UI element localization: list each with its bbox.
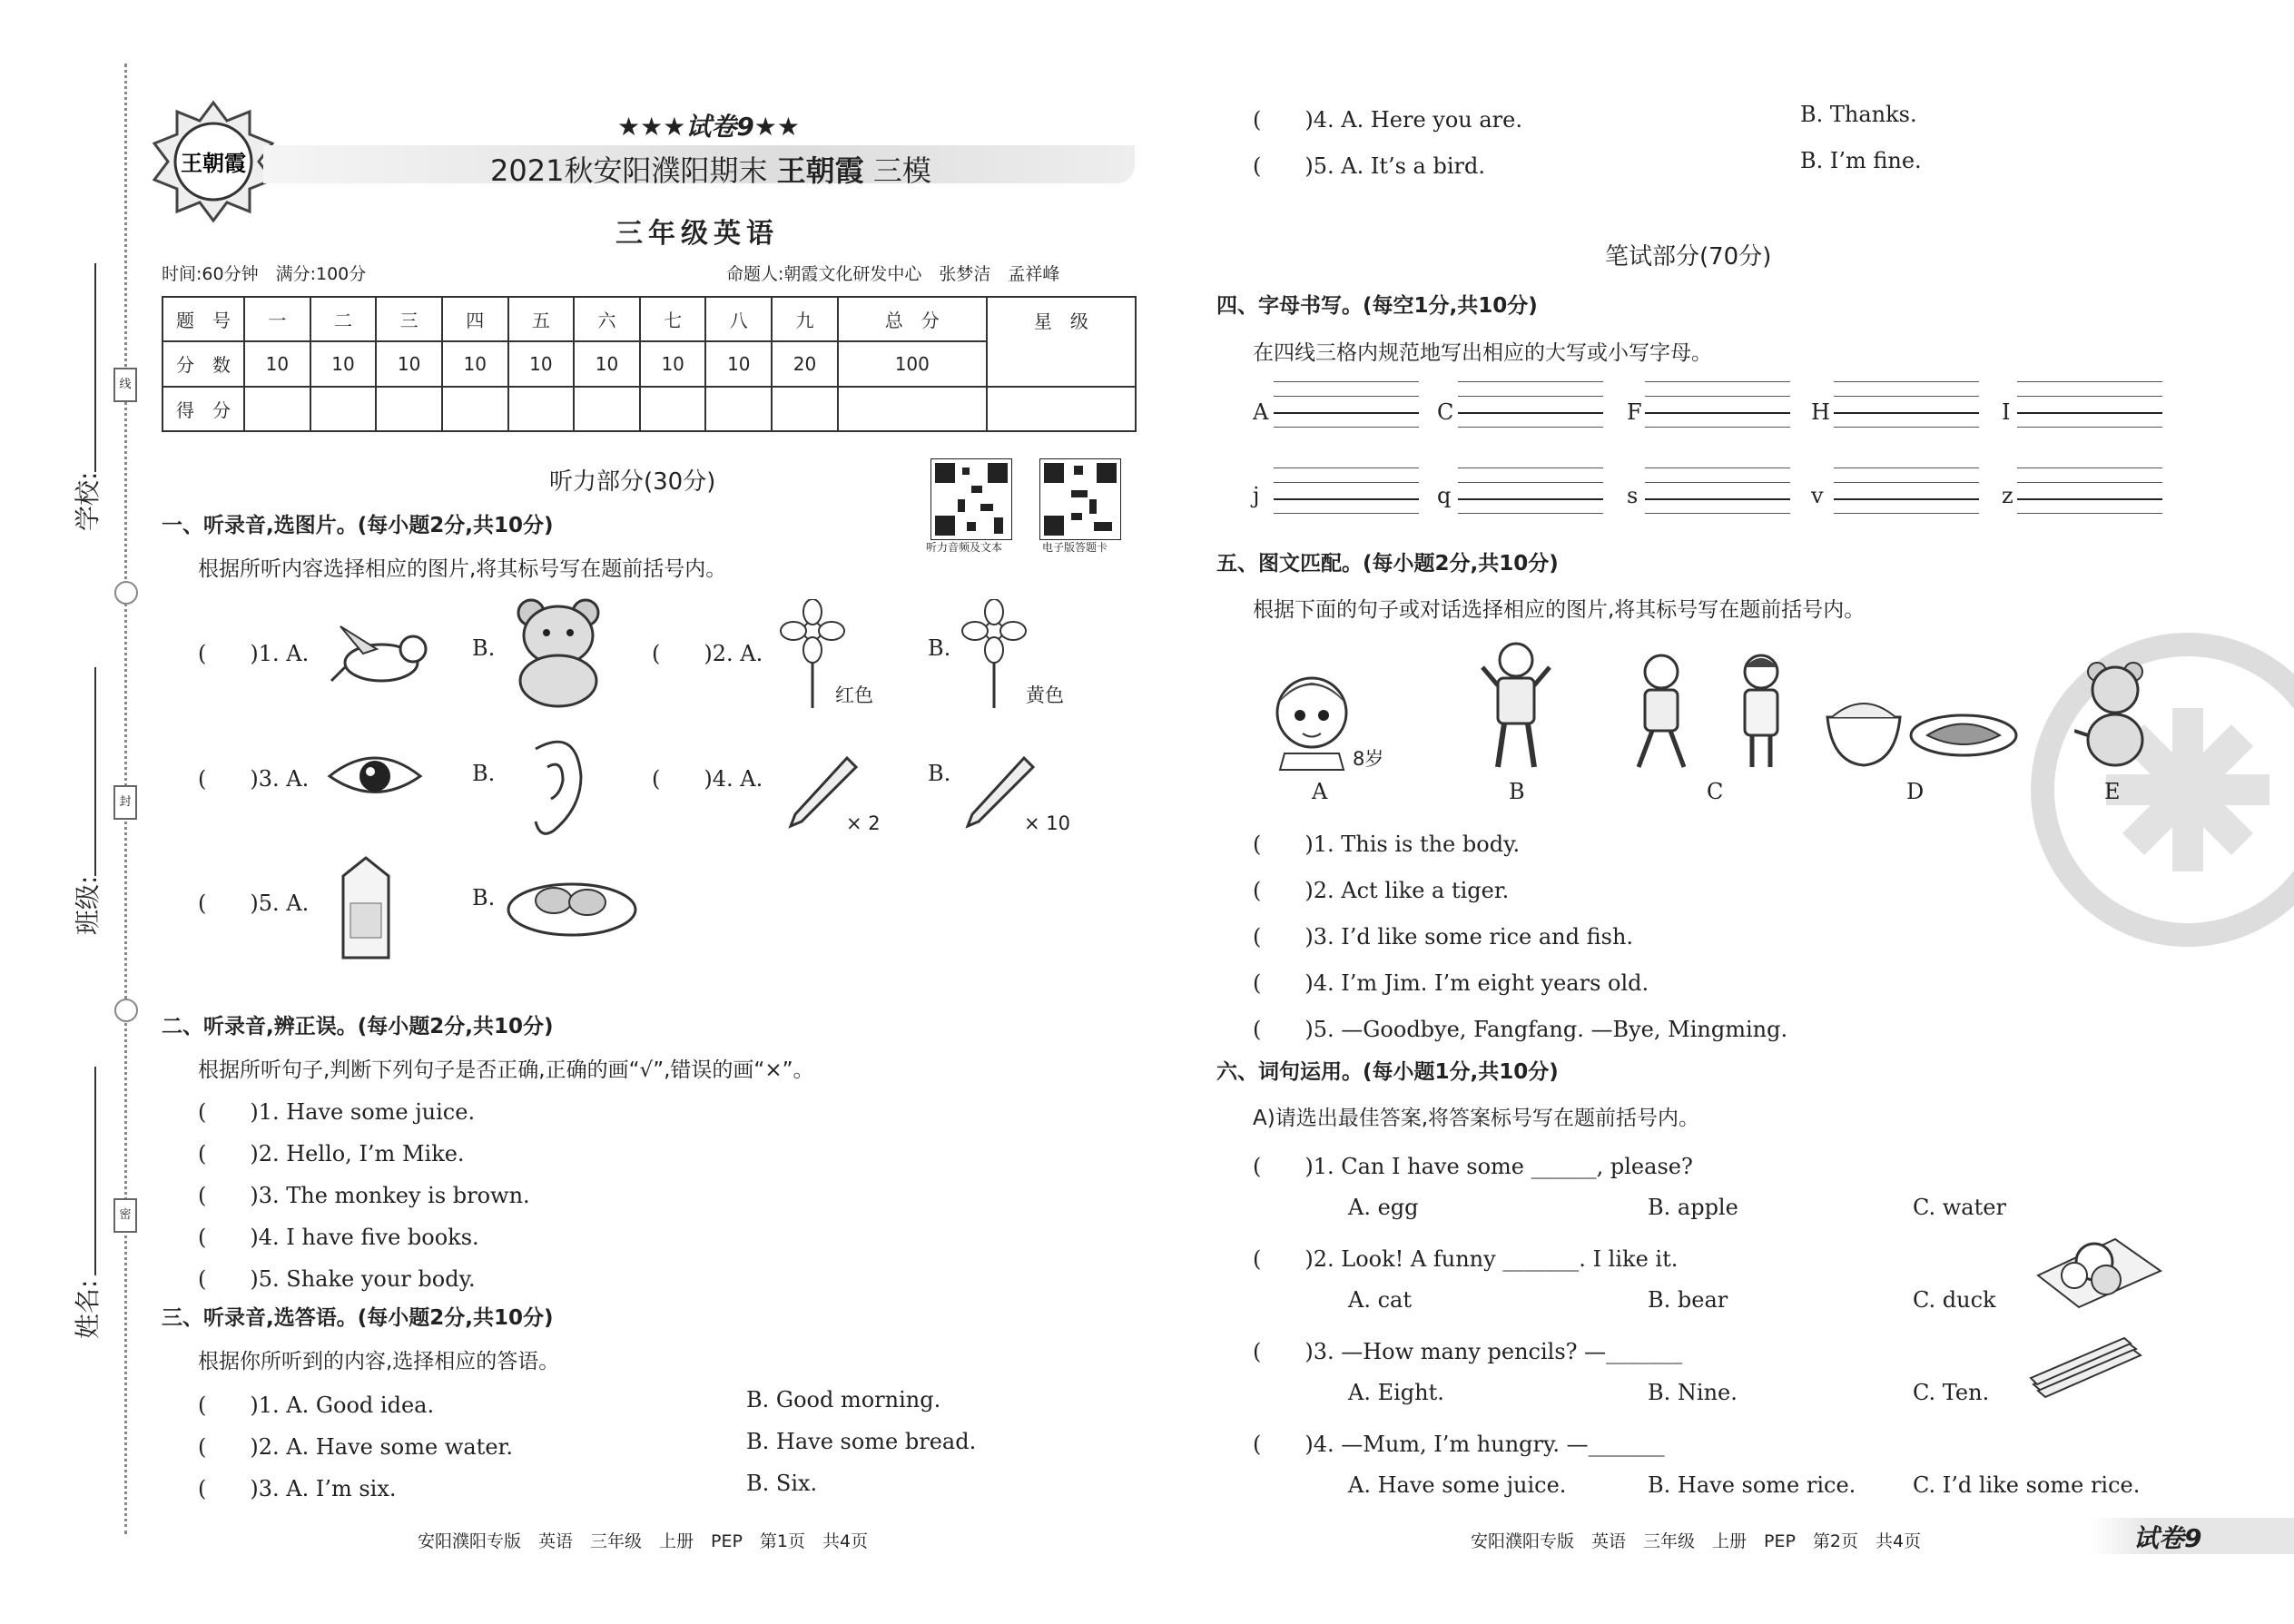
section-2-instruction: 根据所听句子,判断下列句子是否正确,正确的画“√”,错误的画“×”。 [198, 1058, 814, 1082]
qr-caption-audio: 听力音频及文本 [926, 541, 1003, 554]
score-input-cell[interactable] [244, 387, 310, 431]
table-cell: 得 分 [162, 387, 244, 431]
table-cell: 10 [574, 341, 640, 386]
option-label: B. Have some rice. [1648, 1472, 1856, 1498]
list-item[interactable]: ( )4. A. Here you are. [1253, 107, 1522, 133]
handwriting-lines[interactable] [2017, 381, 2162, 428]
answer-blank-item[interactable]: ( )1. A. [198, 641, 310, 666]
answer-blank-item[interactable]: ( )2. A. [652, 641, 763, 666]
option-label: C. Ten. [1913, 1380, 1990, 1405]
section-5-instruction: 根据下面的句子或对话选择相应的图片,将其标号写在题前括号内。 [1253, 598, 1866, 622]
list-item[interactable]: ( )4. I have five books. [198, 1225, 479, 1250]
handwriting-lines[interactable] [1274, 381, 1419, 428]
answer-blank-item[interactable]: ( )4. A. [652, 766, 763, 792]
age-label: 8岁 [1353, 748, 1384, 770]
list-item[interactable]: ( )3. A. I’m six. [198, 1476, 397, 1501]
authors-info: 命题人:朝霞文化研发中心 张梦洁 孟祥峰 [726, 264, 1060, 284]
table-cell: 六 [574, 297, 640, 341]
handwriting-lines[interactable] [1458, 381, 1603, 428]
boy-standing-icon [1475, 640, 1557, 772]
handwriting-lines[interactable] [1645, 468, 1790, 515]
milk-carton-icon [334, 853, 398, 962]
option-label: B. [928, 635, 951, 661]
table-cell: 一 [244, 297, 310, 341]
list-item[interactable]: ( )2. A. Have some water. [198, 1434, 513, 1460]
picture-label-b: B [1509, 779, 1525, 804]
section-3-title: 三、听录音,选答语。(每小题2分,共10分) [162, 1306, 554, 1330]
table-cell: 10 [376, 341, 442, 386]
eye-icon [325, 744, 425, 808]
list-item[interactable]: ( )4. I’m Jim. I’m eight years old. [1253, 970, 1649, 996]
ear-icon [513, 731, 595, 844]
letter-prompt: F [1627, 399, 1642, 425]
score-input-cell[interactable] [640, 387, 706, 431]
option-label: A. egg [1348, 1195, 1419, 1220]
score-table-row-scored [162, 387, 1136, 431]
list-item[interactable]: ( )3. The monkey is brown. [198, 1183, 530, 1208]
subject-title: 三年级英语 [615, 218, 779, 250]
list-item[interactable]: ( )5. Shake your body. [198, 1266, 476, 1292]
score-table-row-header [162, 297, 1136, 341]
school-label: 学校: [73, 471, 103, 531]
section-4-instruction: 在四线三格内规范地写出相应的大写或小写字母。 [1253, 341, 1712, 365]
section-6-subtitle: A)请选出最佳答案,将答案标号写在题前括号内。 [1253, 1107, 1700, 1130]
name-line [94, 1067, 96, 1275]
table-cell: 八 [705, 297, 772, 341]
writing-title: 笔试部分(70分) [1605, 243, 1772, 271]
table-cell: 七 [640, 297, 706, 341]
table-cell: 二 [310, 297, 377, 341]
name-label: 姓名: [73, 1279, 103, 1339]
exam-title: 2021秋安阳濮阳期末 王朝霞 三模 [490, 153, 931, 188]
bear-icon [508, 595, 608, 708]
option-label: B. [472, 885, 496, 910]
seal-tag-xian: 线 [113, 368, 137, 402]
letter-prompt: j [1253, 483, 1260, 508]
section-1-title: 一、听录音,选图片。(每小题2分,共10分) [162, 514, 554, 537]
table-cell: 九 [772, 297, 838, 341]
table-cell: 10 [705, 341, 772, 386]
option-label: C. water [1913, 1195, 2006, 1220]
handwriting-lines[interactable] [1458, 468, 1603, 515]
table-cell: 题 号 [162, 297, 244, 341]
color-label: 黄色 [1026, 684, 1064, 706]
table-cell: 10 [640, 341, 706, 386]
letter-prompt: H [1811, 399, 1830, 425]
score-input-cell[interactable] [772, 387, 838, 431]
score-table [162, 296, 1137, 432]
quantity-label: × 10 [1024, 812, 1070, 834]
qr-caption-card: 电子版答题卡 [1042, 541, 1108, 554]
quantity-label: × 2 [846, 812, 881, 834]
rice-and-fish-icon [1823, 685, 2018, 772]
eggs-on-plate-icon [504, 871, 640, 940]
option-label: A. Have some juice. [1348, 1472, 1567, 1498]
seal-tag-feng: 封 [113, 785, 137, 820]
picture-label-a: A [1312, 779, 1328, 804]
option-label: B. bear [1648, 1287, 1728, 1313]
option-label: A. cat [1348, 1287, 1412, 1313]
seal-tag-mi: 密 [113, 1198, 137, 1233]
table-cell: 总 分 [838, 297, 987, 341]
section-5-title: 五、图文匹配。(每小题2分,共10分) [1216, 552, 1559, 576]
score-input-cell[interactable] [987, 387, 1136, 431]
option-label: A. Eight. [1348, 1380, 1444, 1405]
list-item[interactable]: ( )5. A. It’s a bird. [1253, 153, 1485, 179]
children-walking-icon [1625, 649, 1807, 772]
score-input-cell[interactable] [838, 387, 987, 431]
footer-paper-tag: 试卷9 [2133, 1523, 2202, 1553]
table-cell: 分 数 [162, 341, 244, 386]
footer-left: 安阳濮阳专版 英语 三年级 上册 PEP 第1页 共4页 [418, 1531, 869, 1551]
bird-icon [327, 617, 436, 694]
option-label: B. [928, 761, 951, 786]
option-label: B. Have some bread. [746, 1429, 977, 1454]
picture-label-d: D [1906, 779, 1925, 804]
letter-prompt: A [1253, 399, 1269, 425]
binding-hole [114, 581, 138, 605]
list-item[interactable]: ( )1. A. Good idea. [198, 1393, 435, 1418]
table-cell: 三 [376, 297, 442, 341]
qr-code-icon [1039, 458, 1121, 540]
picture-label-c: C [1707, 779, 1724, 804]
option-label: B. I’m fine. [1800, 148, 1922, 173]
handwriting-lines[interactable] [1274, 468, 1419, 515]
score-input-cell[interactable] [376, 387, 442, 431]
qr-code-icon [930, 458, 1012, 540]
list-item[interactable]: ( )5. —Goodbye, Fangfang. —Bye, Mingming. [1253, 1017, 1788, 1042]
letter-prompt: v [1811, 483, 1824, 508]
option-label: B. apple [1648, 1195, 1738, 1220]
school-line [94, 263, 96, 472]
section-3-instruction: 根据你所听到的内容,选择相应的答语。 [198, 1350, 560, 1373]
table-cell: 10 [310, 341, 377, 386]
handwriting-lines[interactable] [1834, 381, 1979, 428]
paper-tag: ★★★试卷9★★ [617, 112, 800, 142]
score-input-cell[interactable] [705, 387, 772, 431]
class-line [94, 667, 96, 876]
list-item[interactable]: ( )3. —How many pencils? —_______ [1253, 1339, 1683, 1364]
letter-prompt: z [2002, 483, 2013, 508]
flower-icon [958, 599, 1030, 713]
time-info: 时间:60分钟 满分:100分 [162, 264, 367, 284]
pencil-bundle-icon [2029, 1334, 2147, 1403]
score-input-cell[interactable] [310, 387, 377, 431]
letter-prompt: I [2002, 399, 2011, 425]
answer-blank-item[interactable]: ( )5. A. [198, 891, 310, 916]
option-label: B. Six. [746, 1471, 818, 1496]
table-cell: 10 [244, 341, 310, 386]
option-label: B. [472, 761, 496, 786]
option-label: C. duck [1913, 1287, 1996, 1313]
score-input-cell[interactable] [508, 387, 575, 431]
table-cell: 星 级 [987, 297, 1136, 387]
option-label: B. Thanks. [1800, 102, 1917, 127]
watermark-seal [2024, 626, 2294, 953]
list-item[interactable]: ( )1. Can I have some ______, please? [1253, 1154, 1693, 1179]
table-cell: 20 [772, 341, 838, 386]
boy-face-icon [1262, 663, 1362, 772]
class-label: 班级: [73, 875, 103, 935]
option-label: B. [472, 635, 496, 661]
bear-walking-icon [2074, 658, 2156, 772]
score-input-cell[interactable] [442, 387, 508, 431]
section-6-title: 六、词句运用。(每小题1分,共10分) [1216, 1060, 1559, 1084]
section-2-title: 二、听录音,辨正误。(每小题2分,共10分) [162, 1015, 554, 1038]
list-item[interactable]: ( )2. Look! A funny _______. I like it. [1253, 1246, 1679, 1272]
listening-title: 听力部分(30分) [549, 468, 716, 496]
color-label: 红色 [835, 684, 873, 706]
letter-prompt: C [1437, 399, 1454, 425]
footer-right: 安阳濮阳专版 英语 三年级 上册 PEP 第2页 共4页 [1471, 1531, 1922, 1551]
list-item[interactable]: ( )2. Act like a tiger. [1253, 878, 1510, 903]
handwriting-lines[interactable] [1645, 381, 1790, 428]
table-cell: 10 [442, 341, 508, 386]
section-1-instruction: 根据所听内容选择相应的图片,将其标号写在题前括号内。 [198, 557, 727, 581]
list-item[interactable]: ( )2. Hello, I’m Mike. [198, 1141, 465, 1166]
list-item[interactable]: ( )4. —Mum, I’m hungry. —_______ [1253, 1432, 1665, 1457]
score-input-cell[interactable] [574, 387, 640, 431]
funny-bear-on-towel-icon [2029, 1221, 2165, 1312]
handwriting-lines[interactable] [1834, 468, 1979, 515]
answer-blank-item[interactable]: ( )3. A. [198, 766, 310, 792]
logo-text: 王朝霞 [181, 151, 246, 176]
table-cell: 100 [838, 341, 987, 386]
picture-label-e: E [2104, 779, 2121, 804]
option-label: B. Good morning. [746, 1387, 941, 1412]
table-cell: 五 [508, 297, 575, 341]
handwriting-lines[interactable] [2017, 468, 2162, 515]
brand-logo-badge [145, 98, 281, 225]
option-label: C. I’d like some rice. [1913, 1472, 2141, 1498]
option-label: B. Nine. [1648, 1380, 1738, 1405]
list-item[interactable]: ( )3. I’d like some rice and fish. [1253, 924, 1634, 950]
binding-hole [114, 999, 138, 1022]
letter-prompt: s [1627, 483, 1639, 508]
list-item[interactable]: ( )1. Have some juice. [198, 1099, 476, 1125]
list-item[interactable]: ( )1. This is the body. [1253, 832, 1521, 857]
table-cell: 10 [508, 341, 575, 386]
table-cell: 四 [442, 297, 508, 341]
letter-prompt: q [1437, 483, 1452, 508]
section-4-title: 四、字母书写。(每空1分,共10分) [1216, 294, 1538, 318]
